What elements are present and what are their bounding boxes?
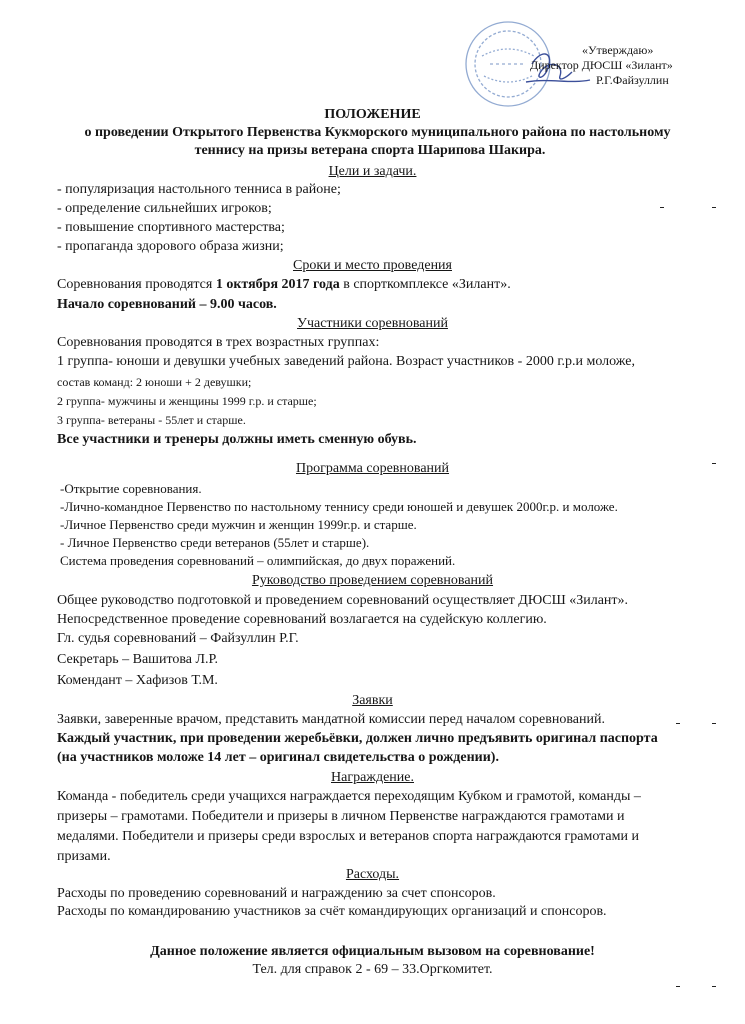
venue-heading: Сроки и место проведения <box>292 258 452 273</box>
management-line-1: Общее руководство подготовкой и проведением соревнований осуществляет ДЮСШ «Зилант». <box>57 593 629 608</box>
awards-line-1: Команда - победитель среди учащихся награждается переходящим Кубком и грамотой, команды – <box>57 789 641 804</box>
scan-speck <box>660 207 664 208</box>
awards-line-4: призами. <box>57 849 111 864</box>
program-item: -Личное Первенство среди мужчин и женщин 1999г.р. и старше. <box>60 517 417 532</box>
awards-line-3: медалями. Победители и призеры среди взрослых и ветеранов спорта награждаются грамотами и <box>57 829 639 844</box>
approval-block <box>530 43 673 88</box>
applications-line-3: (на участников моложе 14 лет – оригинал свидетельства о рождении). <box>57 750 499 765</box>
group-1-line-2: состав команд: 2 юноши + 2 девушки; <box>57 375 252 389</box>
goals-heading: Цели и задачи. <box>328 164 417 179</box>
program-item: -Лично-командное Первенство по настольному теннису среди юношей и девушек 2000г.р. и моложе. <box>60 499 618 514</box>
scan-speck <box>712 723 716 724</box>
participants-heading: Участники соревнований <box>297 316 448 331</box>
approval-line-1: «Утверждаю» <box>582 43 654 57</box>
group-1-line-1: 1 группа- юноши и девушки учебных заведений района. Возраст участников - 2000 г.р.и моложе, <box>57 354 635 369</box>
applications-line-1: Заявки, заверенные врачом, представить мандатной комиссии перед началом соревнований. <box>57 712 605 727</box>
program-item: -Открытие соревнования. <box>60 481 202 496</box>
scan-speck <box>676 986 680 987</box>
scan-speck <box>712 463 716 464</box>
management-heading: Руководство проведением соревнований <box>251 573 494 588</box>
scan-speck <box>712 207 716 208</box>
goal-item: - популяризация настольного тенниса в районе; <box>57 182 341 197</box>
contact-phone: Тел. для справок 2 - 69 – 33.Оргкомитет. <box>252 962 493 977</box>
venue-line-1-text: Соревнования проводятся <box>57 277 216 292</box>
awards-line-2: призеры – грамотами. Победители и призеры в личном Первенстве награждаются грамотами и <box>57 809 625 824</box>
goal-item: - пропаганда здорового образа жизни; <box>57 239 284 254</box>
approval-line-2: Директор ДЮСШ «Зилант» <box>530 58 673 72</box>
management-line-2: Непосредственное проведение соревнований возлагается на судейскую коллегию. <box>57 612 547 627</box>
secretary: Секретарь – Вашитова Л.Р. <box>57 652 219 667</box>
goal-item: - определение сильнейших игроков; <box>57 201 272 216</box>
official-call: Данное положение является официальным вызовом на соревнование! <box>150 944 595 959</box>
approval-line-3: Р.Г.Файзуллин <box>596 73 669 87</box>
goal-item: - повышение спортивного мастерства; <box>57 220 285 235</box>
expenses-line-1: Расходы по проведению соревнований и награждению за счет спонсоров. <box>57 886 496 901</box>
participants-intro: Соревнования проводятся в трех возрастных группах: <box>57 335 380 350</box>
group-2: 2 группа- мужчины и женщины 1999 г.р. и старше; <box>57 394 317 408</box>
chief-judge: Гл. судья соревнований – Файзуллин Р.Г. <box>57 631 299 646</box>
expenses-line-2: Расходы по командированию участников за счёт командирующих организаций и спонсоров. <box>57 904 607 919</box>
applications-heading: Заявки <box>352 693 393 708</box>
program-item: - Личное Первенство среди ветеранов (55лет и старше). <box>60 535 370 550</box>
venue-date: 1 октября 2017 года <box>215 277 340 292</box>
venue-place: в спорткомплексе «Зилант». <box>339 277 511 292</box>
expenses-heading: Расходы. <box>345 867 400 882</box>
venue-line-1 <box>57 276 511 293</box>
document-subtitle-line-2: теннису на призы ветерана спорта Шарипова Шакира. <box>194 143 546 158</box>
program-system: Система проведения соревнований – олимпийская, до двух поражений. <box>60 553 456 568</box>
document-subtitle-line-1: о проведении Открытого Первенства Кукморского муниципального района по настольному <box>84 125 671 140</box>
shoes-notice: Все участники и тренеры должны иметь сменную обувь. <box>57 432 417 447</box>
applications-line-2: Каждый участник, при проведении жеребьёвки, должен лично предъявить оригинал паспорта <box>57 731 658 746</box>
document-title: ПОЛОЖЕНИЕ <box>324 107 421 122</box>
group-3: 3 группа- ветераны - 55лет и старше. <box>57 413 246 427</box>
commandant: Комендант – Хафизов Т.М. <box>57 673 218 688</box>
awards-heading: Награждение. <box>331 770 414 785</box>
start-time: Начало соревнований – 9.00 часов. <box>57 297 277 312</box>
scan-speck <box>712 986 716 987</box>
program-heading: Программа соревнований <box>295 461 450 476</box>
scan-speck <box>676 723 680 724</box>
